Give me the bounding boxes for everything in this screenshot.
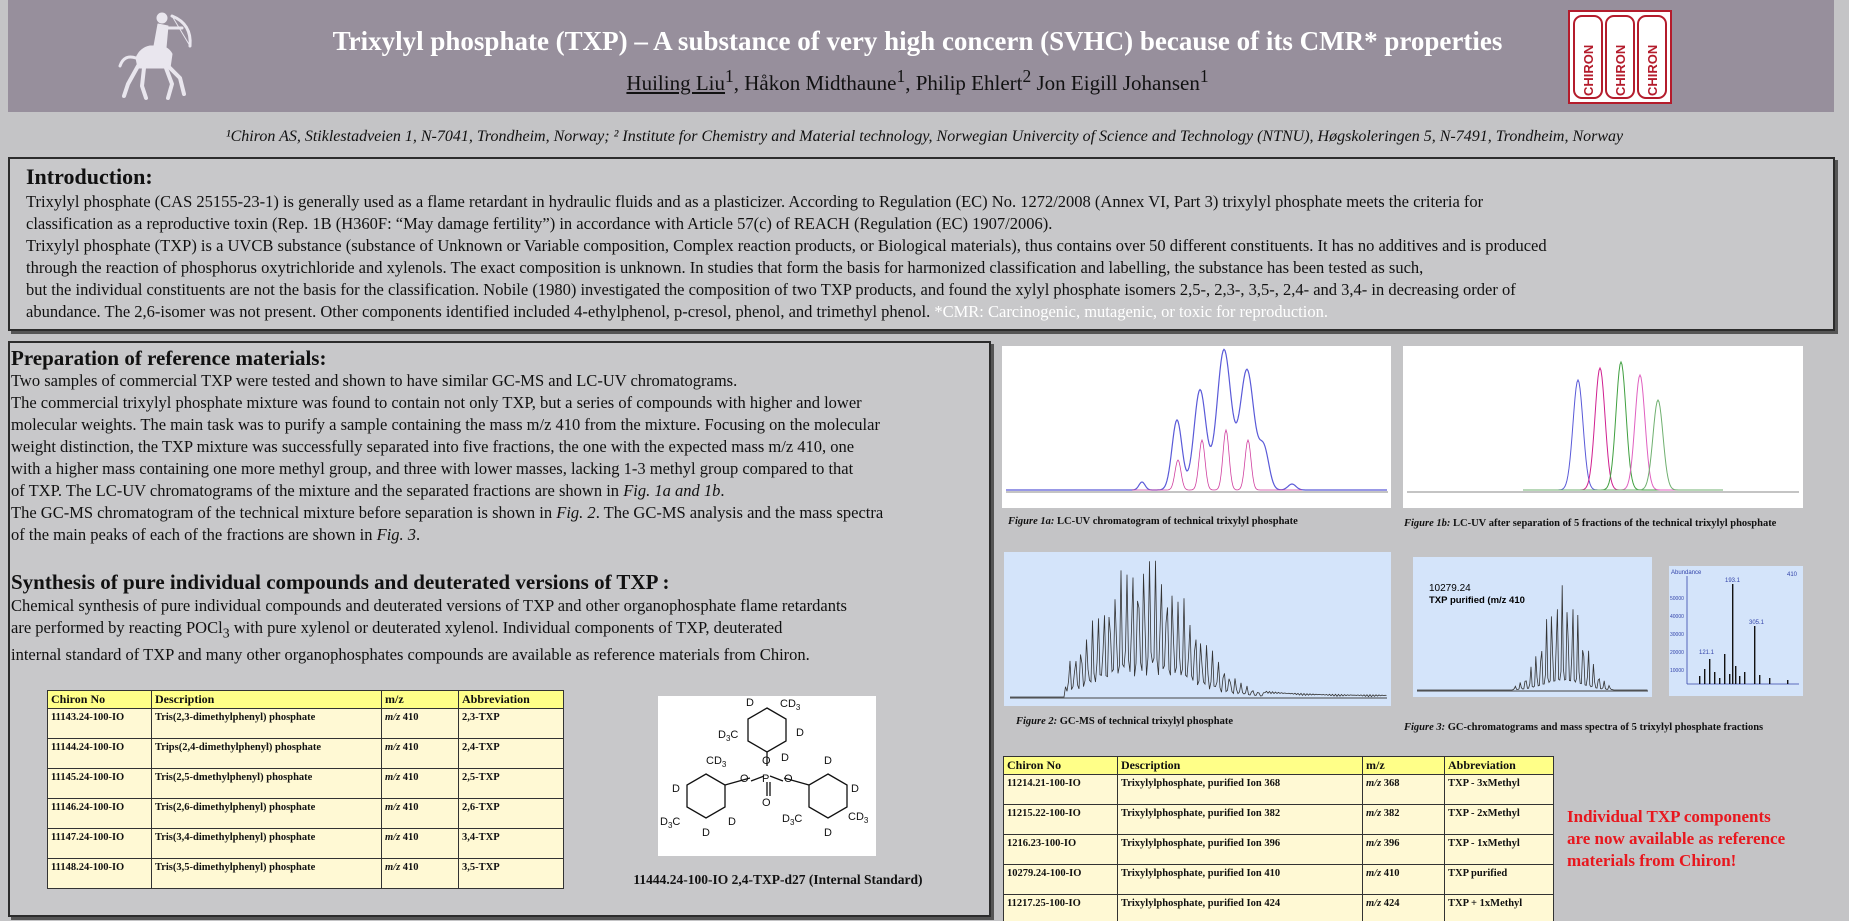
structure-caption: 11444.24-100-IO 2,4-TXP-d27 (Internal Standard) — [633, 872, 923, 887]
gcms-trace — [1010, 561, 1387, 697]
table-header-cell: Chiron No — [48, 691, 152, 709]
author-name: Håkon Midthaune — [744, 71, 897, 95]
text-line: classification as a reproductive toxin (Rep. 1B (H360F: “May damage fertility”) in accordance with Article 57(c) of REACH (Regulation (EC) 1907/2006). — [26, 214, 1053, 233]
availability-notice — [1567, 806, 1797, 872]
atom-label: $CD_3$ — [848, 811, 869, 825]
table-cell: 11148.24-100-IO — [48, 859, 152, 889]
table-header-row — [48, 691, 564, 709]
atom-label: $D_3C$ — [718, 729, 739, 743]
table-cell: m/z 382 — [1363, 805, 1445, 835]
logo-letter: CHIRON — [1613, 44, 1628, 96]
ms-peak-bar — [1739, 676, 1740, 684]
ms-tick-label: 20000 — [1670, 650, 1684, 656]
atom-label: D — [672, 783, 680, 795]
table-cell: TXP - 3xMethyl — [1445, 775, 1554, 805]
table-cell: m/z 410 — [1363, 865, 1445, 895]
table-cell: Tris(3,4-dimethylphenyl) phosphate — [152, 829, 382, 859]
table-cell: m/z 410 — [382, 709, 459, 739]
affiliations: ¹Chiron AS, Stiklestadveien 1, N-7041, Trondheim, Norway; ² Institute for Chemistry and Material technology, Norwegian Univercity of Science and Technology (NTNU), Høgskoleringen 5, N-7491, Trondheim, Norway — [225, 128, 1624, 145]
fraction-trace — [1523, 368, 1723, 490]
text-line: with a higher mass containing one more methyl group, and three with lower masses, lacking 1-3 methyl group compared to that — [11, 459, 854, 478]
chiron-logo-icon — [1568, 10, 1672, 104]
figure-reference: Fig. 3 — [376, 525, 417, 544]
table-cell: m/z 410 — [382, 829, 459, 859]
atom-label: D — [796, 727, 804, 739]
table-cell: 11215.22-100-IO — [1004, 805, 1118, 835]
table-cell: 2,4-TXP — [459, 739, 564, 769]
table-cell: m/z 410 — [382, 739, 459, 769]
atom-label: D — [728, 816, 736, 828]
table-cell: 11145.24-100-IO — [48, 769, 152, 799]
text-line: molecular weights. The main task was to purify a sample containing the mass m/z 410 from the mixture. Focusing on the molecular — [11, 415, 880, 434]
table-header-cell: Description — [1118, 757, 1363, 775]
chemical-structure-diagram — [658, 696, 876, 856]
table-cell: m/z 410 — [382, 769, 459, 799]
author-affiliation-mark: 1 — [1199, 66, 1209, 86]
table-cell: 3,4-TXP — [459, 829, 564, 859]
introduction-text — [26, 191, 1826, 323]
table-cell: TXP - 2xMethyl — [1445, 805, 1554, 835]
author-name: Jon Eigill Johansen — [1036, 71, 1200, 95]
table-cell: 1216.23-100-IO — [1004, 835, 1118, 865]
ms-peak-bar — [1744, 672, 1745, 684]
synthesis-heading: Synthesis of pure individual compounds and deuterated versions of TXP : — [11, 570, 670, 594]
poster-title: Trixylyl phosphate (TXP) – A substance of very high concern (SVHC) because of its CMR* properties — [332, 26, 1503, 56]
atom-label: $CD_3$ — [780, 698, 801, 712]
table-cell: Trixylylphosphate, purified Ion 382 — [1118, 805, 1363, 835]
ms-peak-label: 121.1 — [1699, 650, 1715, 656]
fraction-trace — [1523, 380, 1723, 490]
ms-tick-label: 50000 — [1670, 596, 1684, 602]
table-header-cell: Abbreviation — [459, 691, 564, 709]
table-cell: m/z 368 — [1363, 775, 1445, 805]
figure-3-mass-spectrum — [1669, 566, 1803, 696]
table-row — [1004, 775, 1554, 805]
table-cell: Trixylylphosphate, purified Ion 410 — [1118, 865, 1363, 895]
table-row — [48, 859, 564, 889]
ms-peak-bar — [1735, 666, 1736, 684]
figure-1b-chromatogram — [1403, 346, 1803, 508]
logo-letter: CHIRON — [1645, 44, 1660, 96]
atom-label: D — [824, 827, 832, 839]
text-line: materials from Chiron! — [1567, 851, 1737, 870]
table-header-row — [1004, 757, 1554, 775]
synthesis-text — [11, 595, 986, 666]
preparation-heading: Preparation of reference materials: — [11, 346, 327, 370]
ms-peak-bar — [1754, 626, 1755, 684]
ms-peak-bar — [1719, 678, 1720, 684]
text-line: The GC-MS chromatogram of the technical mixture before separation is shown in Fig. 2. The GC-MS analysis and the mass spectra — [11, 503, 884, 522]
text-line: are performed by reacting POCl$_3$ with pure xylenol or deuterated xylenol. Individual components of TXP, deuterated — [11, 618, 783, 641]
table-cell: Trips(2,4-dimethylphenyl) phosphate — [152, 739, 382, 769]
inset-id: 10279.24 — [1429, 583, 1471, 594]
table-cell: Tris(2,3-dimethylphenyl) phosphate — [152, 709, 382, 739]
cmr-note: *CMR: Carcinogenic, mutagenic, or toxic for reproduction. — [934, 302, 1328, 321]
ms-tick-label: 40000 — [1670, 614, 1684, 620]
atom-label: $CD_3$ — [706, 755, 727, 769]
figure-3-caption: Figure 3: GC-chromatograms and mass spectra of 5 trixylyl phosphate fractions — [1404, 722, 1764, 733]
table-cell: Trixylylphosphate, purified Ion 424 — [1118, 895, 1363, 921]
logo-letter: CHIRON — [1581, 44, 1596, 96]
text-line: weight distinction, the TXP mixture was successfully separated into five fractions, the one with the expected mass m/z 410, one — [11, 437, 855, 456]
reference-table-isomers — [47, 690, 564, 889]
inset-label: TXP purified (m/z 410 — [1429, 595, 1525, 606]
author-name: Huiling Liu — [626, 71, 726, 95]
introduction-panel — [8, 157, 1835, 331]
ms-peak-bar — [1729, 674, 1730, 684]
text-line: of the main peaks of each of the fractions are shown in Fig. 3. — [11, 525, 421, 544]
table-row — [1004, 895, 1554, 921]
ms-peak-bar — [1724, 654, 1725, 684]
introduction-heading: Introduction: — [26, 164, 153, 189]
table-cell: 11144.24-100-IO — [48, 739, 152, 769]
table-cell: 2,3-TXP — [459, 709, 564, 739]
figure-reference: Fig. 2 — [556, 503, 596, 522]
table-cell: TXP - 1xMethyl — [1445, 835, 1554, 865]
atom-label: D — [851, 783, 859, 795]
table-cell: 2,5-TXP — [459, 769, 564, 799]
atom-label: D — [702, 827, 710, 839]
ms-tick-label: 10000 — [1670, 668, 1684, 674]
table-header-cell: Abbreviation — [1445, 757, 1554, 775]
author-list: Huiling Liu$^1$, Håkon Midthaune$^1$, Philip Ehlert$^2$ Jon Eigill Johansen$^1$ — [626, 66, 1209, 95]
fraction-trace — [1523, 375, 1723, 490]
table-cell: 3,5-TXP — [459, 859, 564, 889]
chromatogram-trace — [1006, 349, 1387, 490]
fraction-trace — [1132, 430, 1302, 490]
table-cell: m/z 410 — [382, 799, 459, 829]
ms-peak-bar — [1769, 678, 1770, 684]
table-cell: 11143.24-100-IO — [48, 709, 152, 739]
ms-peak-bar — [1704, 669, 1705, 684]
figure-2-gcms — [1004, 552, 1391, 706]
table-row — [48, 799, 564, 829]
atom-label: O — [762, 797, 771, 809]
table-cell: m/z 410 — [382, 859, 459, 889]
table-row — [1004, 835, 1554, 865]
atom-label: D — [746, 697, 754, 709]
ms-peak-bar — [1714, 672, 1715, 684]
table-cell: Tris(2,5-dmethylphenyl) phosphate — [152, 769, 382, 799]
text-line: Trixylyl phosphate (TXP) is a UVCB substance (substance of Unknown or Variable composition, Complex reaction products, or Biological materials), thus contains over 50 different constituents. It has no additives and is produced — [26, 236, 1547, 255]
atom-label: D — [824, 755, 832, 767]
table-cell: Trixylylphosphate, purified Ion 368 — [1118, 775, 1363, 805]
text-line: are now available as reference — [1567, 829, 1786, 848]
table-row — [48, 709, 564, 739]
ms-peak-label: 410 — [1787, 572, 1798, 578]
ms-peak-bar — [1732, 584, 1733, 684]
author-name: Philip Ehlert — [915, 71, 1023, 95]
table-header-cell: Chiron No — [1004, 757, 1118, 775]
table-cell: Tris(3,5-dimethylphenyl) phosphate — [152, 859, 382, 889]
text-line: but the individual constituents are not the basis for the classification. Nobile (1980) investigated the composition of two TXP products, and found the xylyl phosphate isomers 2,5-, 2,3-, 3,5-, 2,4- and 3,4- in decreasing order of — [26, 280, 1516, 299]
ms-peak-bar — [1699, 676, 1700, 684]
text-line: Individual TXP components — [1567, 807, 1771, 826]
figure-1a-caption: Figure 1a: LC-UV chromatogram of technical trixylyl phosphate — [1008, 516, 1298, 527]
atom-label: D — [781, 752, 789, 764]
table-header-cell: m/z — [1363, 757, 1445, 775]
ms-peak-bar — [1759, 675, 1760, 684]
table-cell: TXP purified — [1445, 865, 1554, 895]
text-line: Trixylyl phosphate (CAS 25155-23-1) is generally used as a flame retardant in hydraulic fluids and as a plasticizer. According to Regulation (EC) No. 1272/2008 (Annex VI, Part 3) trixylyl phosphate meets the criteria for — [26, 192, 1484, 211]
ms-peak-bar — [1709, 659, 1710, 684]
fraction-trace — [1523, 400, 1723, 490]
table-row — [48, 829, 564, 859]
atom-label: P — [762, 773, 770, 785]
atom-label: O — [740, 773, 749, 785]
figure-1b-caption: Figure 1b: LC-UV after separation of 5 fractions of the technical trixylyl phosphate — [1404, 518, 1777, 529]
ms-peak-label: 193.1 — [1725, 578, 1741, 584]
ms-axis-label: Abundance — [1671, 570, 1702, 576]
fraction-trace — [1523, 362, 1723, 490]
table-cell: 11146.24-100-IO — [48, 799, 152, 829]
table-cell: 2,6-TXP — [459, 799, 564, 829]
table-cell: 11217.25-100-IO — [1004, 895, 1118, 921]
table-cell: Trixylylphosphate, purified Ion 396 — [1118, 835, 1363, 865]
table-row — [1004, 805, 1554, 835]
atom-label: O — [762, 755, 771, 767]
text-line: internal standard of TXP and many other organophosphates compounds are available as reference materials from Chiron. — [11, 645, 810, 665]
table-cell: Tris(2,6-dimethylphenyl) phosphate — [152, 799, 382, 829]
table-row — [1004, 865, 1554, 895]
text-line: The commercial trixylyl phosphate mixture was found to contain not only TXP, but a series of compounds with higher and lower — [11, 393, 862, 412]
figure-2-caption: Figure 2: GC-MS of technical trixylyl phosphate — [1016, 716, 1234, 727]
author-affiliation-mark: 1 — [896, 66, 906, 86]
text-line: of TXP. The LC-UV chromatograms of the mixture and the separated fractions are shown in Fig. 1a and 1b. — [11, 481, 725, 500]
atom-label: $D_3C$ — [782, 813, 803, 827]
table-row — [48, 739, 564, 769]
table-header-cell: Description — [152, 691, 382, 709]
atom-label: O — [784, 773, 793, 785]
figure-3-chromatogram — [1413, 557, 1652, 697]
ms-peak-bar — [1787, 680, 1788, 684]
text-line: through the reaction of phosphorus oxytrichloride and xylenols. The exact composition is unknown. In studies that form the basis for harmonized classification and labelling, the substance has been tested as such, — [26, 258, 1424, 277]
table-cell: m/z 424 — [1363, 895, 1445, 921]
table-row — [48, 769, 564, 799]
atom-label: $D_3C$ — [660, 816, 681, 830]
table-cell: 11214.21-100-IO — [1004, 775, 1118, 805]
table-cell: m/z 396 — [1363, 835, 1445, 865]
author-affiliation-mark: 2 — [1022, 66, 1032, 86]
table-cell: 10279.24-100-IO — [1004, 865, 1118, 895]
text-line: Chemical synthesis of pure individual compounds and deuterated versions of TXP and other organophosphate flame retardants — [11, 596, 847, 615]
figure-1a-chromatogram — [1002, 346, 1391, 508]
table-header-cell: m/z — [382, 691, 459, 709]
table-cell: 11147.24-100-IO — [48, 829, 152, 859]
text-line: abundance. The 2,6-isomer was not present. Other components identified included 4-ethylphenol, p-cresol, phenol, and trimethyl phenol. *CMR: Carcinogenic, mutagenic, or toxic for reproduction. — [26, 302, 1328, 321]
reference-table-fractions — [1003, 756, 1554, 921]
table-cell: TXP + 1xMethyl — [1445, 895, 1554, 921]
text-line: Two samples of commercial TXP were tested and shown to have similar GC-MS and LC-UV chromatograms. — [11, 371, 738, 390]
figure-reference: Fig. 1a and 1b — [623, 481, 721, 500]
preparation-text — [11, 370, 986, 546]
ms-tick-label: 30000 — [1670, 632, 1684, 638]
ms-peak-label: 305.1 — [1749, 620, 1765, 626]
author-affiliation-mark: 1 — [725, 66, 734, 86]
